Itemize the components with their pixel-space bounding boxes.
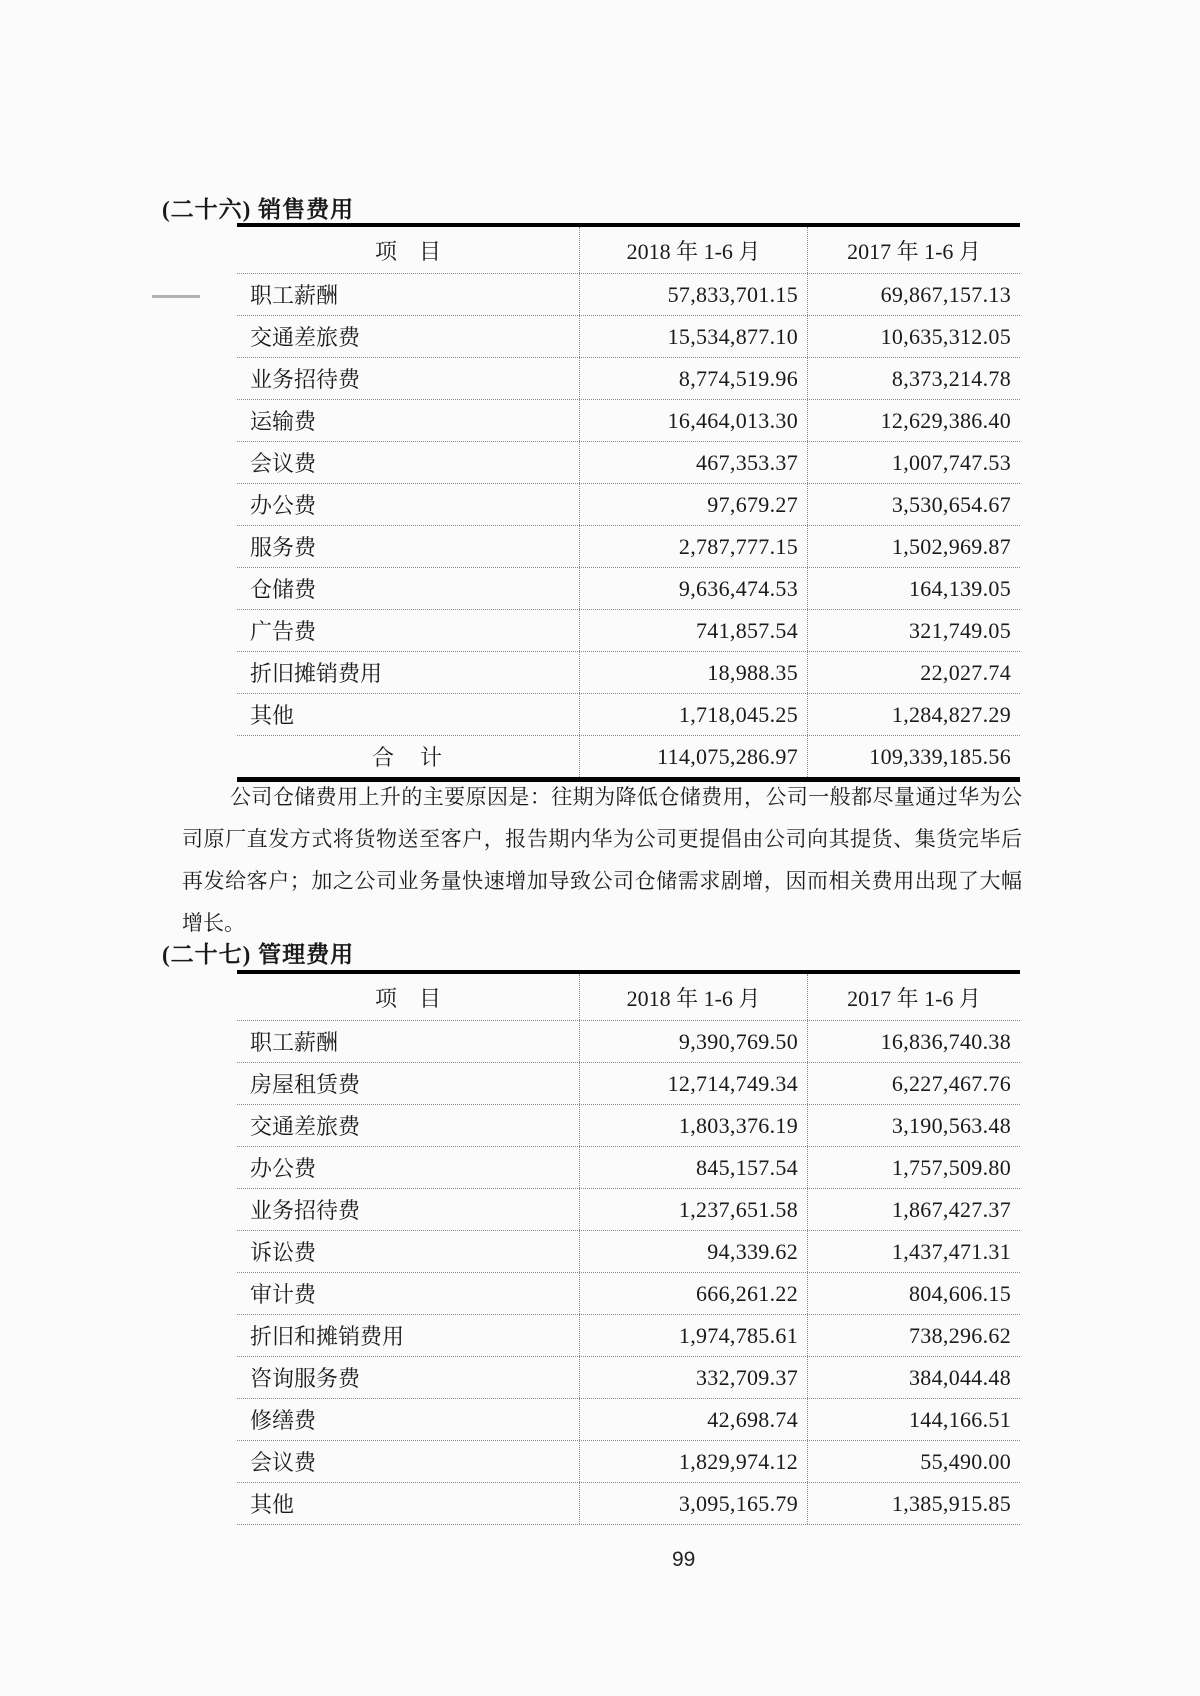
table-row (237, 1231, 1020, 1273)
row-value-2018: 1,237,651.58 (579, 1189, 807, 1230)
row-label: 折旧和摊销费用 (250, 1324, 405, 1349)
row-value-2018: 16,464,013.30 (579, 400, 807, 441)
row-value-2018: 1,803,376.19 (579, 1105, 807, 1146)
table-row (237, 274, 1020, 316)
table-row (237, 1189, 1020, 1231)
margin-dash-mark (152, 295, 200, 298)
table-row (237, 1357, 1020, 1399)
table-row (237, 1021, 1020, 1063)
column-header-2017: 2017 年 1-6 月 (807, 974, 1020, 1020)
column-header-2018: 2018 年 1-6 月 (579, 227, 807, 273)
table-row (237, 568, 1020, 610)
row-label: 职工薪酬 (250, 1030, 339, 1055)
row-value-2017: 12,629,386.40 (807, 400, 1020, 441)
row-value-2017: 1,284,827.29 (807, 694, 1020, 735)
row-value-2017: 164,139.05 (807, 568, 1020, 609)
section-heading-admin-expenses: (二十七) 管理费用 (162, 942, 355, 967)
table-row (237, 1273, 1020, 1315)
table-row (237, 484, 1020, 526)
row-value-2018: 57,833,701.15 (579, 274, 807, 315)
row-label: 服务费 (250, 535, 317, 560)
row-value-2017: 1,502,969.87 (807, 526, 1020, 567)
total-label: 合 计 (371, 745, 444, 770)
row-label: 仓储费 (250, 577, 317, 602)
row-value-2017: 3,530,654.67 (807, 484, 1020, 525)
row-value-2018: 3,095,165.79 (579, 1483, 807, 1524)
note-lines (182, 776, 1022, 944)
row-label: 广告费 (250, 619, 317, 644)
section-heading-selling-expenses: (二十六) 销售费用 (162, 197, 355, 222)
table-row (237, 400, 1020, 442)
row-value-2018: 332,709.37 (579, 1357, 807, 1398)
note-paragraph (182, 776, 1022, 944)
row-value-2017: 22,027.74 (807, 652, 1020, 693)
row-value-2017: 1,007,747.53 (807, 442, 1020, 483)
row-value-2018: 42,698.74 (579, 1399, 807, 1440)
selling-expenses-table (237, 223, 1020, 782)
row-value-2017: 738,296.62 (807, 1315, 1020, 1356)
column-header-item: 项 目 (374, 238, 441, 264)
row-value-2017: 3,190,563.48 (807, 1105, 1020, 1146)
row-value-2017: 10,635,312.05 (807, 316, 1020, 357)
row-label: 职工薪酬 (250, 283, 339, 308)
row-label: 运输费 (250, 409, 317, 434)
row-value-2018: 9,636,474.53 (579, 568, 807, 609)
table-row (237, 316, 1020, 358)
row-value-2017: 55,490.00 (807, 1441, 1020, 1482)
table-body (237, 274, 1020, 782)
row-label: 其他 (250, 703, 295, 728)
row-label: 其他 (250, 1492, 295, 1517)
table-row (237, 526, 1020, 568)
row-value-2018: 97,679.27 (579, 484, 807, 525)
table-header-row (237, 227, 1020, 274)
table-row (237, 1315, 1020, 1357)
row-label: 房屋租赁费 (250, 1072, 361, 1097)
table-header-row (237, 974, 1020, 1021)
row-value-2018: 1,829,974.12 (579, 1441, 807, 1482)
table-row (237, 442, 1020, 484)
row-value-2018: 94,339.62 (579, 1231, 807, 1272)
row-value-2017: 69,867,157.13 (807, 274, 1020, 315)
table-row (237, 694, 1020, 736)
table-body (237, 1021, 1020, 1525)
row-label: 交通差旅费 (250, 325, 361, 350)
note-line: 增长。 (182, 911, 245, 935)
table-row (237, 358, 1020, 400)
table-row (237, 610, 1020, 652)
table-row (237, 1147, 1020, 1189)
row-label: 诉讼费 (250, 1240, 317, 1265)
row-value-2018: 15,534,877.10 (579, 316, 807, 357)
row-label: 修缮费 (250, 1408, 317, 1433)
row-label: 业务招待费 (250, 367, 361, 392)
row-value-2017: 144,166.51 (807, 1399, 1020, 1440)
total-value-2017: 109,339,185.56 (807, 736, 1020, 777)
page-number: 99 (672, 1548, 696, 1571)
table-row (237, 1105, 1020, 1147)
table-row (237, 1483, 1020, 1525)
row-value-2017: 16,836,740.38 (807, 1021, 1020, 1062)
column-header-2017: 2017 年 1-6 月 (807, 227, 1020, 273)
table-row (237, 1399, 1020, 1441)
row-label: 会议费 (250, 451, 317, 476)
row-label: 会议费 (250, 1450, 317, 1475)
column-header-2018: 2018 年 1-6 月 (579, 974, 807, 1020)
row-label: 办公费 (250, 1156, 317, 1181)
row-value-2018: 741,857.54 (579, 610, 807, 651)
row-value-2018: 8,774,519.96 (579, 358, 807, 399)
table-row (237, 1441, 1020, 1483)
row-value-2018: 12,714,749.34 (579, 1063, 807, 1104)
note-line: 公司仓储费用上升的主要原因是：往期为降低仓储费用，公司一般都尽量通过华为公 (230, 785, 1022, 809)
row-value-2017: 1,867,427.37 (807, 1189, 1020, 1230)
note-line: 司原厂直发方式将货物送至客户，报告期内华为公司更提倡由公司向其提货、集货完毕后 (182, 827, 1022, 851)
row-value-2017: 1,757,509.80 (807, 1147, 1020, 1188)
row-value-2017: 321,749.05 (807, 610, 1020, 651)
row-value-2018: 2,787,777.15 (579, 526, 807, 567)
row-value-2018: 666,261.22 (579, 1273, 807, 1314)
column-header-item: 项 目 (374, 985, 441, 1011)
row-label: 审计费 (250, 1282, 317, 1307)
row-label: 办公费 (250, 493, 317, 518)
row-value-2017: 6,227,467.76 (807, 1063, 1020, 1104)
row-value-2018: 1,974,785.61 (579, 1315, 807, 1356)
table-row (237, 1063, 1020, 1105)
row-value-2017: 1,437,471.31 (807, 1231, 1020, 1272)
row-label: 交通差旅费 (250, 1114, 361, 1139)
table-row (237, 652, 1020, 694)
total-value-2018: 114,075,286.97 (579, 736, 807, 777)
row-value-2017: 1,385,915.85 (807, 1483, 1020, 1524)
row-label: 咨询服务费 (250, 1366, 361, 1391)
note-line: 再发给客户；加之公司业务量快速增加导致公司仓储需求剧增，因而相关费用出现了大幅 (182, 869, 1022, 893)
row-label: 业务招待费 (250, 1198, 361, 1223)
row-value-2018: 845,157.54 (579, 1147, 807, 1188)
admin-expenses-table (237, 970, 1020, 1525)
row-value-2018: 1,718,045.25 (579, 694, 807, 735)
row-value-2017: 804,606.15 (807, 1273, 1020, 1314)
row-value-2018: 18,988.35 (579, 652, 807, 693)
row-value-2018: 9,390,769.50 (579, 1021, 807, 1062)
row-value-2017: 384,044.48 (807, 1357, 1020, 1398)
row-label: 折旧摊销费用 (250, 661, 383, 686)
row-value-2017: 8,373,214.78 (807, 358, 1020, 399)
row-value-2018: 467,353.37 (579, 442, 807, 483)
